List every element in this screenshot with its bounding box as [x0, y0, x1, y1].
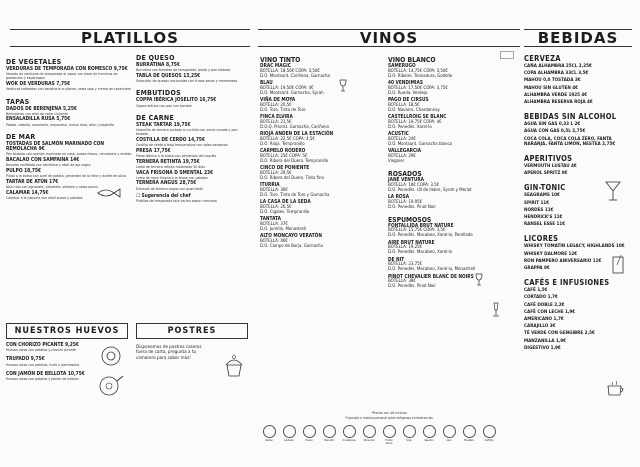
item-name: PRESA 17,75€ [136, 147, 171, 154]
platillos-right-column [136, 50, 250, 205]
drink-section-title: GIN-TONIC [524, 183, 566, 193]
menu-item [6, 158, 132, 167]
wine-origin: D.O. Ribera del Duero. Tinto fino [260, 175, 324, 181]
gin-glass-icon [610, 255, 626, 279]
vinos-header [258, 29, 520, 47]
menu-item [136, 123, 250, 137]
wine-price: BOTELLA: 26,5€ [260, 205, 292, 211]
pan-icon [98, 375, 124, 401]
allergen-label: Apio [446, 439, 452, 442]
section-title: TAPAS [6, 97, 30, 106]
section-title: DE VEGETALES [6, 58, 62, 66]
wine-name: CARMELO RODERO [260, 149, 306, 155]
item-description: Huevos rotos con patatas y jamón de bellota [6, 377, 79, 382]
wine-origin: D.O. Penedès. Xarel·lo [388, 124, 432, 130]
wine-name: VIÑA DE MOYA [260, 98, 296, 104]
huevos-title: NUESTROS HUEVOS [6, 323, 128, 339]
postres-title: POSTRES [136, 323, 248, 339]
drink-item: AGUA CON GAS 0,5L 2,75€ [524, 129, 586, 135]
allergen-icon [363, 425, 376, 438]
wine-price: BOTELLA: 46€ [260, 239, 288, 245]
wine-item [260, 218, 385, 233]
section-title: DE QUESO [136, 54, 175, 62]
wine-item [388, 150, 513, 165]
drink-item: CAÑA ALHAMBRA 25CL 2,25€ [524, 64, 592, 69]
wine-item [260, 116, 385, 131]
wine-item [260, 201, 385, 216]
section-title: EMBUTIDOS [136, 89, 181, 98]
wine-price: BOTELLA: 14,75€ COPA: 3,50€ [388, 68, 448, 74]
item-description: Bacalao confitado con samfaina y alioli de ajo negro [6, 163, 91, 168]
drink-item: APEROL SPRITZ 8€ [524, 171, 568, 177]
wine-origin: D.O. Montsant. Garnacha, Syrah [260, 90, 324, 96]
wine-name: ACUSTIC [388, 132, 409, 138]
wine-origin: D.O. Penedès. Ull de llebre, Syrah y Merlot [388, 187, 472, 193]
wine-item [388, 65, 513, 80]
drink-item: RANSEL ESSE 11€ [524, 222, 566, 228]
wine-item [388, 196, 513, 211]
wine-price: BOTELLA: 19,75€ COPA: 4€ [388, 119, 442, 125]
wine-origin: Viognier [388, 158, 405, 164]
wine-item [388, 179, 513, 194]
drink-item: NORDES 11€ [524, 207, 554, 213]
wine-name: JANÉ VENTURA [388, 177, 425, 183]
drink-item: CAFÉ DOBLE 2,2€ [524, 302, 565, 308]
wine-name: FONTALLIDA BRUT NATURE [388, 223, 454, 229]
allergen-icon [383, 425, 396, 438]
item-description: Verduras salteadas con zanahoria crujiente, salsa soja y crema de cacahuete [6, 87, 131, 92]
menu-item [6, 82, 132, 91]
allergen-label: Pescado [324, 439, 334, 442]
item-description: Presa ibérica a la brasa con pimientos del piquillo [136, 153, 217, 158]
allergen-item [302, 425, 316, 445]
footnote-1: *Precios con IVA incluido [371, 411, 407, 415]
wine-item [260, 150, 385, 165]
item-description: Calamar a la plancha con alioli suave y patatas [6, 195, 83, 200]
wine-section-title: ROSADOS [388, 169, 422, 178]
item-description: Solomillo de ternera cortado a cuchillo con yema curada y pan tostado [136, 127, 238, 137]
wine-item [388, 242, 513, 257]
allergen-item [422, 425, 436, 445]
wine-item [260, 167, 385, 182]
allergen-icon [403, 425, 416, 438]
wine-origin: D.O. Penedès. Macabeo, Xarel·lo, Parellada [388, 233, 473, 239]
wine-name: PAGO DE CIRSUS [388, 98, 429, 104]
section-title: DE CARNE [136, 113, 175, 122]
wine-origin: D.O. Campo de Borja. Garnacha [260, 243, 323, 249]
wine-name: DE NIT [388, 257, 405, 263]
wine-bottle-icon [500, 44, 514, 63]
wine-section-title: VINO TINTO [260, 56, 301, 64]
drink-item: DIGESTIVO 1,9€ [524, 345, 561, 351]
bebidas-title: BEBIDAS [537, 29, 619, 47]
allergen-item [342, 425, 356, 445]
wine-origin: D.O. Toro. Tinta de Toro y Garnacha [260, 192, 330, 198]
drink-item: CAFÉ 1,5€ [524, 288, 548, 294]
item-description: Lomo de vaca frisona a la brasa con patatas [136, 175, 208, 180]
wine-origin: D.O. Penedès. Pinot Noir [388, 284, 437, 290]
allergen-item [282, 425, 296, 445]
drink-item: HENDRICK'S 11€ [524, 215, 563, 221]
drink-item: MAHOU 0,0 TOSTADA 3€ [524, 78, 581, 84]
drink-section-title: APERITIVOS [524, 154, 573, 164]
huevos-item [6, 372, 96, 381]
wine-item [388, 99, 513, 114]
item-name: VERDURAS DE TEMPORADA CON ROMESCO 9,75€ [6, 66, 128, 72]
wine-item [260, 184, 385, 199]
wine-origin: D.O. Ribeiro. Treixadura, Godello [388, 73, 453, 79]
wine-name: BLAU [260, 81, 273, 87]
wine-price: BOTELLA: 29,5€ [260, 171, 292, 176]
platillos-title: PLATILLOS [81, 29, 179, 47]
wine-item [260, 99, 385, 114]
platillos-left-column [6, 54, 132, 202]
allergen-item [402, 425, 416, 445]
allergen-icon [303, 425, 316, 438]
menu-item [136, 149, 250, 158]
wine-name: AIRE BRUT NATURE [388, 240, 435, 246]
drink-item: ALHAMBRA RESERVA ROJA 4€ [524, 100, 593, 106]
menu-item [6, 117, 132, 126]
wine-price: BOTELLA: 19,95€ [388, 199, 423, 205]
cupcake-icon [224, 353, 244, 377]
drink-item: AMERICANO 1,7€ [524, 317, 564, 323]
wine-name: ALTO MONCAYO VERATÓN [260, 234, 322, 240]
wine-name: FINCA ELVIRA [260, 115, 293, 121]
drink-item: MANZANILLA 1,9€ [524, 338, 567, 344]
wine-origin: D.O.Q. Priorat. Garnacha, Cariñena [260, 124, 329, 130]
wine-price: BOTELLA: 18,50€ COPA: 3,50€ [260, 68, 320, 74]
postres-text: Disponemos de postres caseros fuera de carta, pregunta a tu camarero para saber más! [136, 345, 202, 361]
allergen-item [362, 425, 376, 445]
item-description: Patata, cebolla, zanahoria, mayonesa, huevo duro, atún y pepinillo [6, 122, 115, 127]
wine-name: TANTATA [260, 217, 281, 223]
wine-item [260, 65, 385, 80]
drink-item: AGUA SIN GAS 0,33 L 2€ [524, 122, 581, 128]
wine-item [388, 225, 513, 240]
item-description: Berenjenas con miel de caña crujiente [6, 111, 69, 116]
drink-item: SPIRIT 11€ [524, 200, 550, 206]
wine-name: 40 VENDIMIAS [388, 81, 423, 87]
bebidas-header [524, 29, 632, 47]
allergen-label: Crustáceos [342, 439, 356, 442]
wine-price: BOTELLA: 24€ [388, 136, 416, 142]
wine-name: VALLEGARCIA [388, 149, 422, 155]
allergen-label: Lácteos [284, 439, 294, 442]
item-description: Coppa ibérica con pan con tomate [136, 103, 192, 108]
drink-section-title: CAFÉS E INFUSIONES [524, 278, 610, 288]
menu-item [136, 74, 250, 83]
item-name: PULPO 18,75€ [6, 167, 42, 174]
wine-origin: D.O. Montsant. Garnacha blanca [388, 141, 453, 147]
wine-price: BOTELLA: 15,75€ COPA: 3,5€ [388, 228, 446, 234]
item-name: CON JAMÓN DE BELLOTA 10,75€ [6, 370, 85, 377]
item-name: STEAK TARTAR 19,75€ [136, 121, 191, 128]
wine-item [388, 276, 513, 291]
platillos-header [10, 29, 250, 47]
wine-name: SAMERUGO [388, 64, 416, 69]
drink-item: ALHAMBRA VERDE 1925 4€ [524, 92, 588, 98]
item-name: TABLA DE QUESOS 13,25€ [136, 72, 201, 79]
section-title: DE MAR [6, 132, 36, 141]
wine-price: BOTELLA: 38€ [388, 279, 416, 285]
item-name: TERNERA RETINTA 19,75€ [136, 158, 200, 165]
wine-origin: D.O. Rioja. Tempranillo [260, 141, 305, 147]
menu-item [136, 160, 250, 169]
wine-name: DRAC MAGIC [260, 64, 291, 69]
wine-item [260, 82, 385, 97]
item-description: Huevos rotos con patatas, trufa y parmesano [6, 362, 80, 367]
chef-note [136, 194, 250, 203]
wine-origin: D.O. Toro. Tinta de Toro [260, 107, 306, 113]
wine-price: BOTELLA: 17,50€ COPA: 3,75€ [388, 85, 448, 91]
allergen-label: Soja [406, 439, 412, 442]
wine-origin: D.O. Penedès. Macabeo, Xarel·lo [388, 250, 453, 256]
wine-glass-icon [338, 78, 348, 97]
allergen-icon [423, 425, 436, 438]
wine-item [260, 133, 385, 148]
vino-blanco-column [388, 54, 513, 293]
wine-origin: D.O. Jumilla. Monastrell [260, 226, 306, 232]
allergen-icon [443, 425, 456, 438]
wine-item [388, 259, 513, 274]
wine-price: BOTELLA: 25€ COPA: 5€ [260, 153, 308, 159]
item-description: Burratina con tomates de temporada, pesto y pan tostado [136, 68, 231, 73]
menu-item [136, 98, 250, 107]
drink-item: TÉ VERDE CON GENGIBRE 2,5€ [524, 331, 595, 337]
wine-price: BOTELLA: 19,50€ COPA: 4€ [260, 85, 314, 91]
allergen-label: Sulfitos [484, 439, 494, 442]
wine-price: BOTELLA: 23,75€ [388, 262, 423, 268]
drink-section-title: LICORES [524, 234, 559, 244]
wine-price: BOTELLA: 36€ [260, 188, 288, 194]
item-name: WOK DE VERDURAS 7,75€ [6, 81, 71, 88]
item-description: Huevos rotos con patatas y chorizo picante [6, 348, 77, 353]
menu-item [6, 169, 132, 178]
drink-item: VERMOUTH LUSTAU 4€ [524, 164, 577, 170]
wine-price: BOTELLA: 21,5€ [260, 119, 292, 125]
allergen-icon [283, 425, 296, 438]
item-name: BURRATINA 8,75€ [136, 62, 180, 68]
wine-item [388, 82, 513, 97]
item-name: DADOS DE BERENJENA 5,25€ [6, 105, 77, 112]
wine-origin: D.O. Cigales. Tempranillo [260, 209, 310, 215]
vinos-title: VINOS [359, 29, 419, 47]
drink-item: CARAJILLO 3€ [524, 324, 556, 330]
coffee-cup-icon [605, 380, 627, 402]
menu-item [136, 63, 250, 72]
allergen-icon [323, 425, 336, 438]
drink-item: COPA ALHAMBRA 33CL 3,5€ [524, 71, 589, 77]
wine-price: BOTELLA: 19,25€ [388, 245, 423, 251]
drink-item: COCA COLA, COCA COLA ZERO, FANTA NARANJA, FANTA LIMÓN, NESTEA 2,75€ [524, 136, 616, 147]
champagne-glass-icon [490, 302, 502, 322]
allergen-label: Gluten [265, 439, 273, 442]
drink-section-title: CERVEZA [524, 54, 561, 63]
item-description: Selección de quesos nacionales con frutos secos y mermelada [136, 79, 238, 84]
item-name: COPPA IBÉRICA JOSELITO 16,75€ [136, 97, 217, 104]
wine-price: BOTELLA: 20,5€ [260, 102, 292, 108]
allergen-icon [463, 425, 476, 438]
item-description: Pulpo a la brasa con puré de patata, pimentón de la Vera y aceite de oliva [6, 174, 127, 179]
cocktail-icon [604, 180, 622, 206]
item-description: Entrecot de ternera angus con guarnición [136, 186, 204, 191]
wine-item [388, 116, 513, 131]
drink-item: WHISKY TOMATIN LEGACY, HIGHLANDS 10€ [524, 244, 625, 250]
allergen-label: Frutos secos [385, 439, 393, 445]
drink-item: MAHOU SIN GLUTEN 4€ [524, 85, 578, 91]
allergen-item [482, 425, 496, 445]
wine-price: BOTELLA: 18€ COPA: 3,5€ [388, 182, 440, 188]
item-name: CALAMAR 14,75€ [6, 189, 49, 196]
allergen-icon [483, 425, 496, 438]
drink-section-title: BEBIDAS SIN ALCOHOL [524, 112, 617, 122]
allergen-label: Sésamo [424, 439, 434, 442]
allergen-icon [343, 425, 356, 438]
wine-origin: D.O. Montsant. Cariñena, Garnacha [260, 73, 330, 79]
allergen-item [262, 425, 276, 445]
wine-name: ITURRIA [260, 183, 280, 189]
allergen-label: Mostaza [464, 439, 474, 442]
wine-name: LA CASA DE LA SEDA [260, 200, 311, 206]
wine-origin: D.O. Penedès. Macabeo, Xarel·lo, Monastrell [388, 267, 476, 273]
item-description: Costilla de cerdo a baja temperatura con salsa barbacoa [136, 143, 228, 148]
wine-price: BOTELLA: 18,5€ [388, 102, 420, 108]
chef-note-title: ☐ Sugerencia del chef [136, 192, 191, 199]
wine-origin: D.O. Navarra. Chardonnay [388, 107, 440, 113]
egg-icon [100, 345, 122, 371]
chef-note-text: Platillos de temporada que varían según mercado [136, 199, 217, 204]
item-name: TARTAR DE ATÚN 17€ [6, 178, 59, 185]
wine-price: BOTELLA: 22,5€ COPA: 4,5€ [260, 136, 315, 142]
drink-item: WHISKY DALMORE 12€ [524, 251, 578, 257]
item-name: BACALAO CON SAMFAINA 14€ [6, 156, 80, 163]
item-description: Lomo de ternera retinta madurado 30 días [136, 164, 205, 169]
drink-item: GRAPPA 8€ [524, 266, 550, 272]
allergen-item [382, 425, 396, 445]
menu-item [136, 181, 250, 190]
allergen-item [462, 425, 476, 445]
footnote-2: *Consulta a nuestro personal sobre alérgenos e intolerancias [345, 416, 433, 420]
allergen-item [322, 425, 336, 445]
item-name: TERNERA ANGUS 28,75€ [136, 180, 197, 187]
wine-origin: D.O. Penedès. Pinot Noir [388, 204, 437, 210]
huevos-item [6, 343, 96, 352]
drink-item: CORTADO 1,7€ [524, 295, 558, 301]
item-description: Pan tostado con salmón marinado en casa, queso fresco, remolacha y eneldo [6, 152, 132, 157]
wine-name: PINOT CHEVALIER BLANC DE NOIRS [388, 274, 474, 280]
huevos-item [6, 357, 96, 366]
wine-name: CASTELLROIG SE BLANC [388, 115, 447, 121]
menu-item [136, 171, 250, 180]
item-name: VACA FRISONA D SMENTAL 23€ [136, 169, 214, 176]
menu-item [6, 67, 132, 81]
allergen-item [442, 425, 456, 445]
item-name: TOSTADAS DE SALMÓN MARINADO CON REMOLACHA 9€ [6, 140, 105, 153]
allergen-label: Huevo [305, 439, 313, 442]
menu-item [6, 142, 132, 157]
allergen-icon [263, 425, 276, 438]
fish-icon [96, 184, 122, 203]
vino-tinto-column [260, 54, 385, 252]
item-description: Atún rojo con aguacate, cebolleta, sésamo y salsa ponzu [6, 184, 99, 189]
menu-item [6, 107, 132, 116]
wine-name: CINCO DE PONIENTE [260, 166, 310, 172]
wine-name: LA ROSA [388, 194, 410, 200]
drink-item: SEAGRAMS 10€ [524, 193, 560, 199]
wine-section-title: VINO BLANCO [388, 56, 436, 64]
wine-item [260, 235, 385, 250]
postres-section [136, 323, 248, 361]
item-description: Variado de verduras de temporada al vapor con base de hummus de garbanzos y espárragos [6, 72, 118, 81]
wine-name: RIOJA ANDEN DE LA ESTACIÓN [260, 132, 334, 138]
wine-price: BOTELLA: 29€ [388, 153, 416, 159]
item-name: CON CHORIZO PICANTE 9,25€ [6, 342, 79, 348]
allergen-legend [262, 425, 496, 445]
item-name: TRUFADO 9,75€ [6, 356, 45, 363]
drink-item: RON PAMPERO ANIVERSARIO 11€ [524, 258, 602, 264]
wine-section-title: ESPUMOSOS [388, 215, 432, 224]
wine-item [388, 133, 513, 148]
wine-origin: D.O. Rueda. Verdejo [388, 90, 428, 96]
allergen-label: Moluscos [363, 439, 375, 442]
rose-glass-icon [474, 272, 484, 291]
wine-origin: D.O. Ribera del Duero. Tempranillo [260, 158, 329, 164]
menu-item [136, 138, 250, 147]
item-name: COSTILLA DE CERDO 14,75€ [136, 136, 206, 143]
item-name: ENSALADILLA RUSA 5,75€ [6, 116, 71, 123]
wine-price: BOTELLA: 37€ [260, 222, 288, 228]
drink-item: CAFÉ CON LECHE 1,9€ [524, 309, 576, 315]
